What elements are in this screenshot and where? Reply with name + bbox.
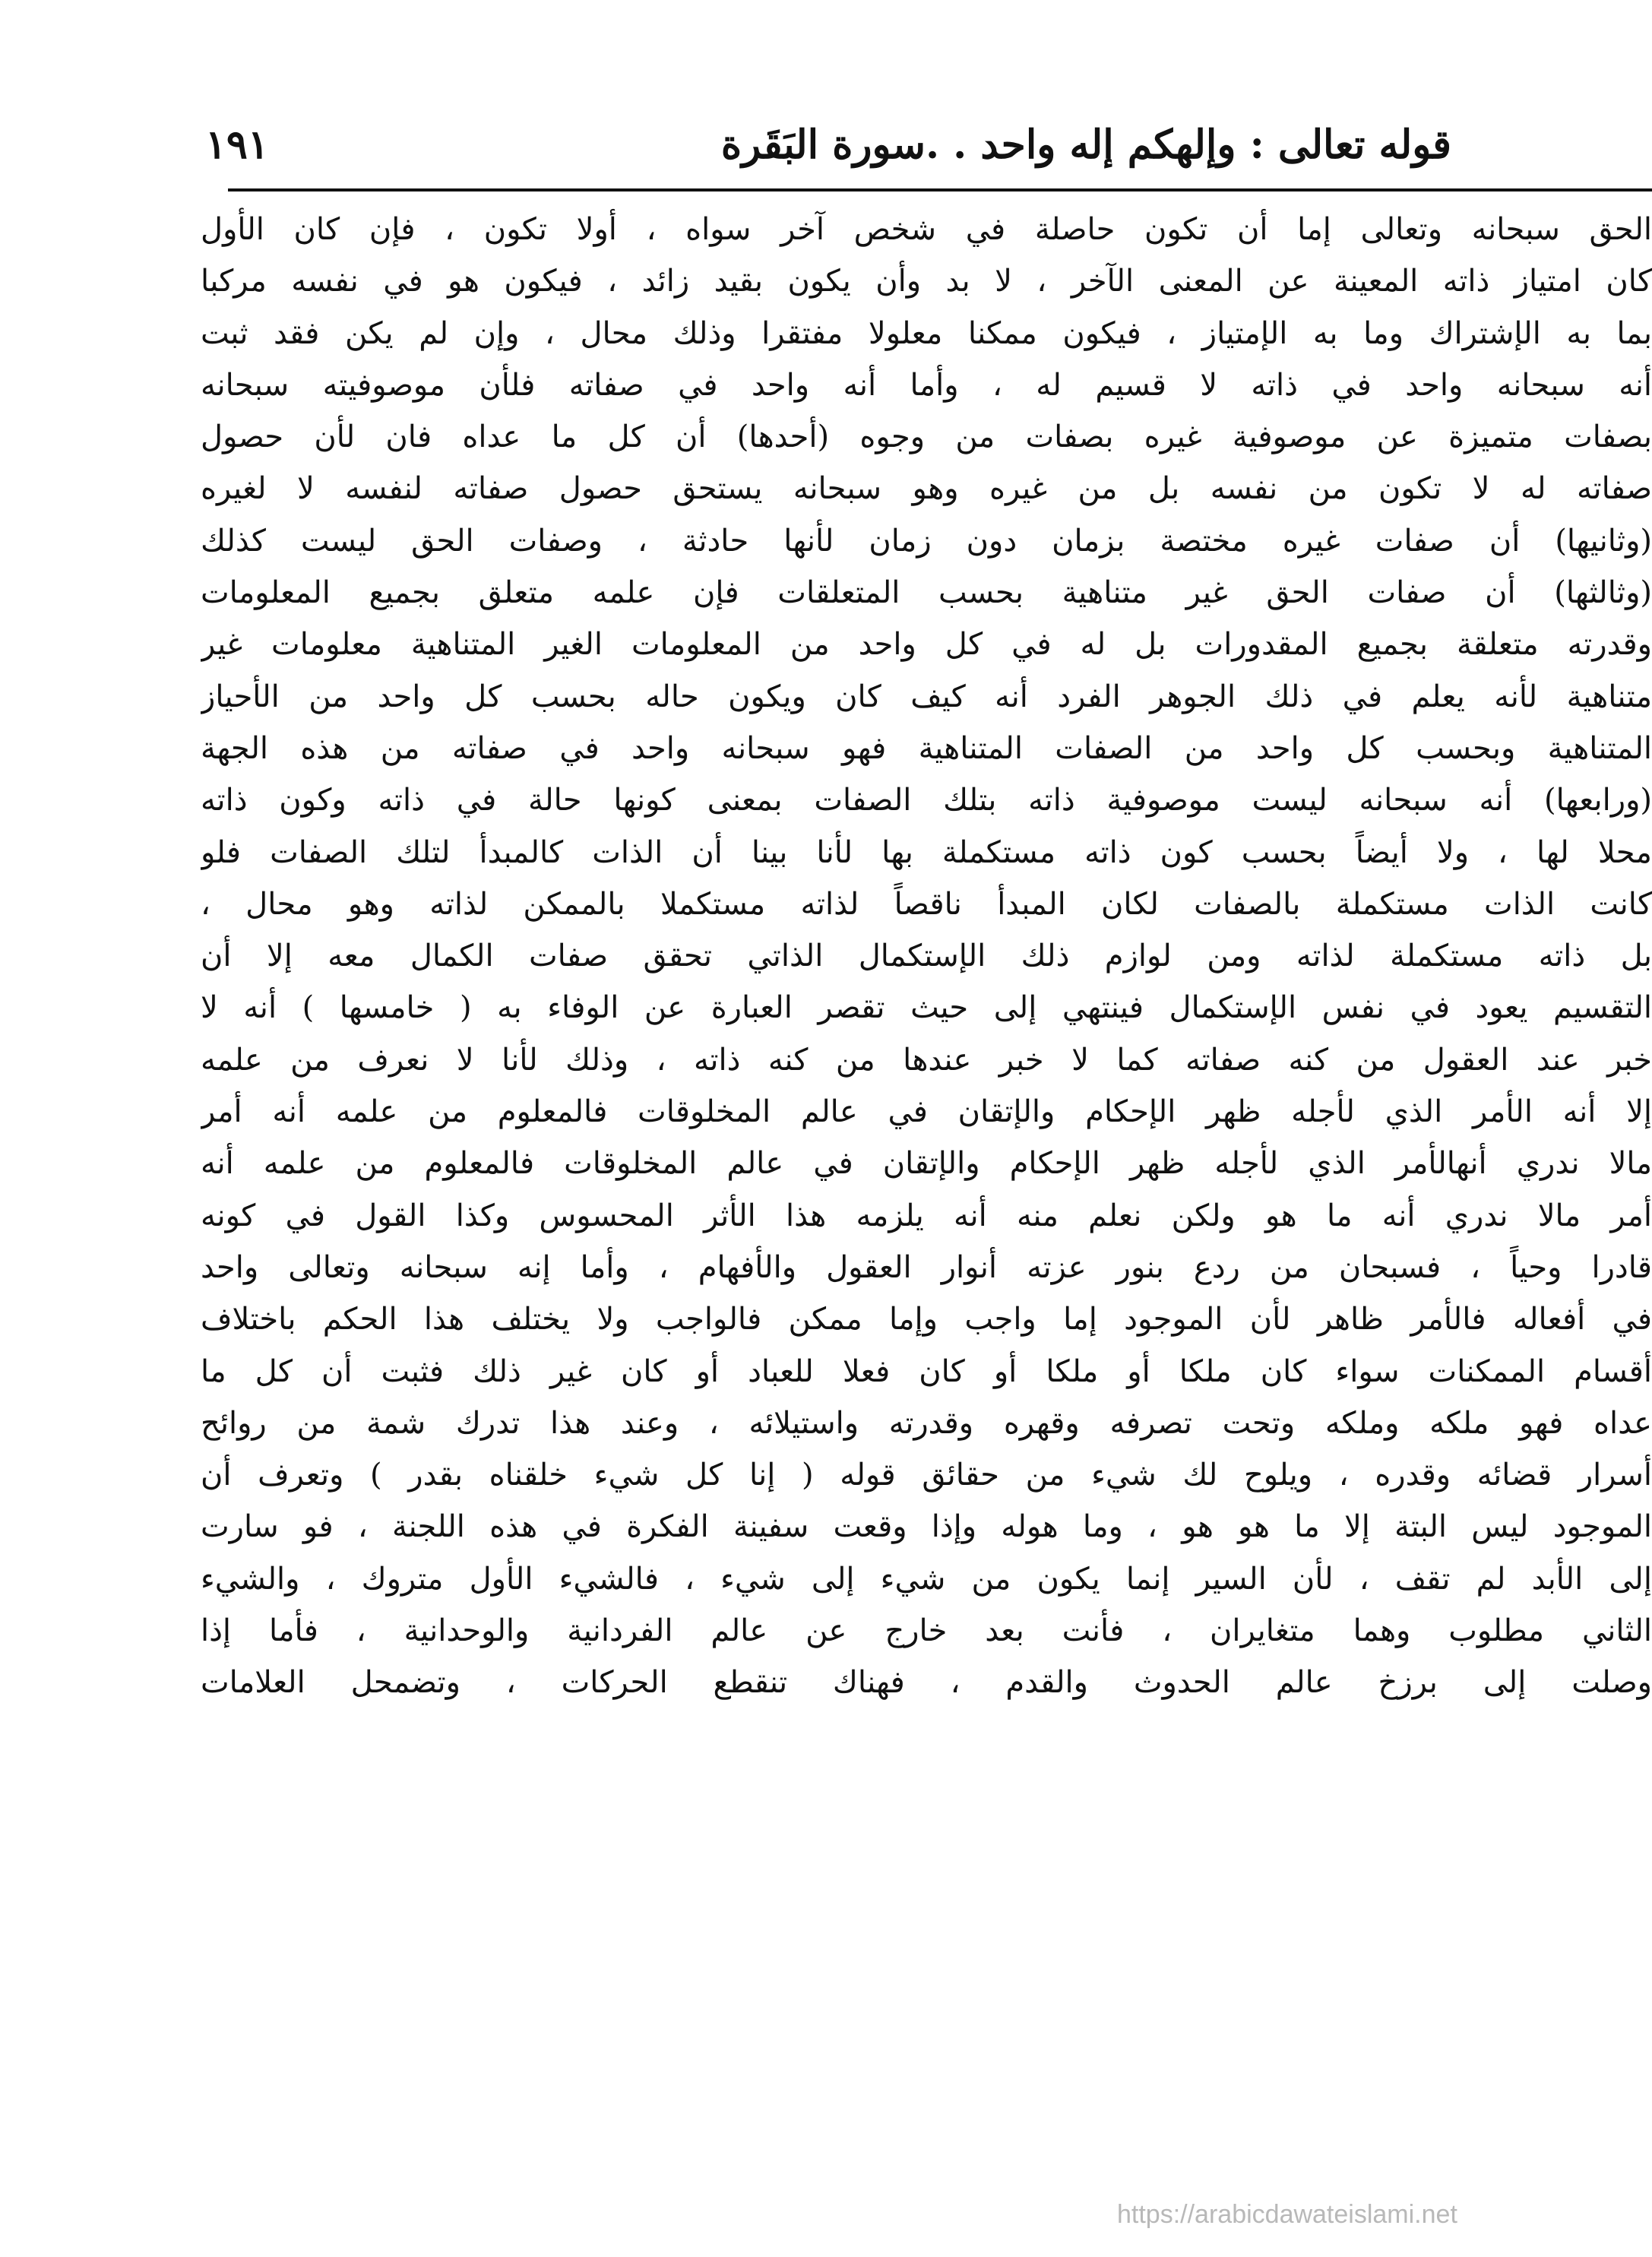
text-line: الحق سبحانه وتعالى إما أن تكون حاصلة في شخص آخر سواه ، أولا تكون ، فإن كان الأول [201,212,1652,247]
text-line: قادرا وحياً ، فسبحان من ردع بنور عزته أنوار العقول والأفهام ، وأما إنه سبحانه وتعالى واحد [201,1249,1652,1285]
text-line: بصفات متميزة عن موصوفية غيره بصفات من وجوه (أحدها) أن كل ما عداه فان لأن حصول [201,419,1652,455]
text-line: وقدرته متعلقة بجميع المقدورات بل له في كل واحد من المعلومات الغير المتناهية معلومات غير [201,627,1652,663]
text-line: إلى الأبد لم تقف ، لأن السير إنما يكون من شيء إلى شيء ، فالشيء الأول متروك ، والشيء [201,1561,1652,1597]
text-line: خبر عند العقول من كنه صفاته كما لا خبر عندها من كنه ذاته ، وذلك لأنا لا نعرف من علمه [201,1042,1652,1078]
text-line: في أفعاله فالأمر ظاهر لأن الموجود إما واجب وإما ممكن فالواجب ولا يختلف هذا الحكم باختلاف [201,1302,1652,1337]
text-line: أسرار قضائه وقدره ، ويلوح لك شيء من حقائق قوله ( إنا كل شيء خلقناه بقدر ) وتعرف أن [201,1458,1652,1493]
text-line: (ورابعها) أنه سبحانه ليست موصوفية ذاته بتلك الصفات بمعنى كونها حالة في ذاته وكون ذاته [201,783,1652,818]
text-line: (وثالثها) أن صفات الحق غير متناهية بحسب المتعلقات فإن علمه متعلق بجميع المعلومات [201,575,1652,611]
text-line: عداه فهو ملكه وملكه وتحت تصرفه وقهره وقدرته واستيلائه ، وعند هذا تدرك شمة من روائح [201,1405,1652,1441]
text-line: المتناهية وبحسب كل واحد من الصفات المتناهية فهو سبحانه واحد في صفاته من هذه الجهة [201,730,1652,766]
body-text [201,204,1652,1709]
text-line: الموجود ليس البتة إلا ما هو هو ، وما هوله وإذا وقعت سفينة الفكرة في هذه اللجنة ، فو سارت [201,1509,1652,1545]
header-divider [228,188,1652,192]
text-line: متناهية لأنه يعلم في ذلك الجوهر الفرد أنه كيف كان ويكون حاله بحسب كل واحد من الأحياز [201,679,1652,714]
text-line: أمر مالا ندري أنه ما هو ولكن نعلم منه أنه يلزمه هذا الأثر المحسوس وكذا القول في كونه [201,1198,1652,1233]
source-watermark: https://arabicdawateislami.net [1117,2200,1457,2229]
text-line: بما به الإشتراك وما به الإمتياز ، فيكون ممكنا معلولا مفتقرا وذلك محال ، وإن لم يكن فقد ثبت [201,315,1652,351]
text-line: (وثانيها) أن صفات غيره مختصة بزمان دون زمان لأنها حادثة ، وصفات الحق ليست كذلك [201,523,1652,559]
text-line: كانت الذات مستكملة بالصفات لكان المبدأ ناقصاً لذاته مستكملا بالممكن لذاته وهو محال ، [201,886,1652,922]
text-line: وصلت إلى برزخ عالم الحدوث والقدم ، فهناك تنقطع الحركات ، وتضمحل العلامات [201,1665,1652,1701]
text-line: إلا أنه الأمر الذي لأجله ظهر الإحكام والإتقان في عالم المخلوقات فالمعلوم من علمه أنه أمر [201,1094,1652,1130]
text-line: التقسيم يعود في نفس الإستكمال فينتهي إلى حيث تقصر العبارة عن الوفاء به ( خامسها ) أنه لا [201,990,1652,1026]
text-line: مالا ندري أنهالأمر الذي لأجله ظهر الإحكام والإتقان في عالم المخلوقات فالمعلوم من علمه أنه [201,1146,1652,1182]
text-line: الثاني مطلوب وهما متغايران ، فأنت بعد خارج عن عالم الفردانية والوحدانية ، فأما إذا [201,1613,1652,1649]
text-line: كان امتياز ذاته المعينة عن المعنى الآخر ، لا بد وأن يكون بقيد زائد ، فيكون هو في نفسه مركبا [201,264,1652,299]
text-line: بل ذاته مستكملة لذاته ومن لوازم ذلك الإستكمال الذاتي تحقق صفات الكمال معه إلا أن [201,939,1652,974]
running-title: قوله تعالى : وإلهكم إله واحد . .سورة البَقَرة [720,122,1451,168]
text-line: محلا لها ، ولا أيضاً بحسب كون ذاته مستكملة بها لأنا بينا أن الذات كالمبدأ لتلك الصفات فلو [201,834,1652,870]
text-line: صفاته له لا تكون من نفسه بل من غيره وهو سبحانه يستحق حصول صفاته لنفسه لا لغيره [201,471,1652,507]
text-line: أقسام الممكنات سواء كان ملكا أو ملكا أو كان فعلا للعباد أو كان غير ذلك فثبت أن كل ما [201,1353,1652,1389]
page-number: ١٩١ [205,122,269,168]
text-line: أنه سبحانه واحد في ذاته لا قسيم له ، وأما أنه واحد في صفاته فلأن موصوفيته سبحانه [201,367,1652,403]
running-head [205,114,1451,182]
